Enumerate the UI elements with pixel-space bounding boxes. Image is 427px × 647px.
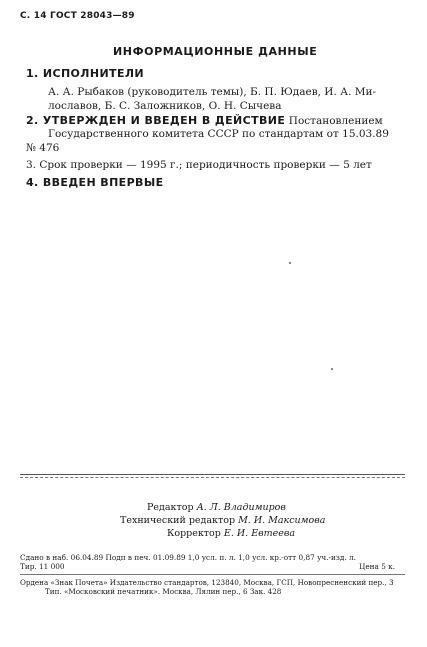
- section-2-line-1: Государственного комитета СССР по стандартам от 15.03.89: [48, 128, 389, 140]
- section-4-heading: 4. ВВЕДЕН ВПЕРВЫЕ: [26, 176, 164, 189]
- proofreader-name: Е. И. Евтеева: [223, 528, 296, 539]
- imprint-line: Сдано в наб. 06.04.89 Подп в печ. 01.09.89 1,0 усл. п. л. 1,0 усл. кр.-отт 0,87 уч.-изд. л.: [20, 553, 356, 562]
- editor-line: [147, 502, 286, 513]
- section-3-text: 3. Срок проверки — 1995 г.; периодичность проверки — 5 лет: [26, 159, 372, 171]
- section-2-heading: 2. УТВЕРЖДЕН И ВВЕДЕН В ДЕЙСТВИЕ: [26, 114, 286, 127]
- publisher-line-2: Тип. «Московский печатник». Москва, Лялин пер., 6 Зак. 428: [45, 587, 282, 596]
- editor-role: Редактор: [147, 502, 194, 513]
- imprint-price: Цена 5 к.: [359, 562, 396, 571]
- tech-editor-role: Технический редактор: [120, 515, 236, 526]
- publisher-line-1: Ордена «Знак Почета» Издательство стандартов, 123840, Москва, ГСП, Новопресненский пер., 3: [20, 578, 394, 587]
- print-speck: [331, 368, 333, 370]
- section-2-line-2: № 476: [26, 142, 60, 154]
- print-speck: [289, 262, 291, 264]
- section-1-line-2: лославов, Б. С. Заложников, О. Н. Сычева: [48, 100, 282, 112]
- proofreader-line: [167, 528, 295, 539]
- imprint-rule: [20, 574, 405, 575]
- section-2-heading-tail: Постановлением: [288, 115, 383, 127]
- section-1-heading: 1. ИСПОЛНИТЕЛИ: [26, 67, 145, 80]
- section-2-heading-row: [26, 114, 383, 127]
- tech-editor-line: [120, 515, 325, 526]
- page-title: ИНФОРМАЦИОННЫЕ ДАННЫЕ: [113, 45, 318, 58]
- page-header: С. 14 ГОСТ 28043—89: [20, 11, 135, 21]
- editor-name: А. Л. Владимиров: [196, 502, 286, 513]
- tech-editor-name: М. И. Максимова: [238, 515, 326, 526]
- separator-rule: [20, 474, 405, 475]
- imprint-circulation: Тир. 11 000: [20, 562, 65, 571]
- separator-rule-dashed: [20, 477, 405, 478]
- proofreader-role: Корректор: [167, 528, 221, 539]
- section-1-line-1: А. А. Рыбаков (руководитель темы), Б. П. Юдаев, И. А. Ми-: [48, 86, 377, 98]
